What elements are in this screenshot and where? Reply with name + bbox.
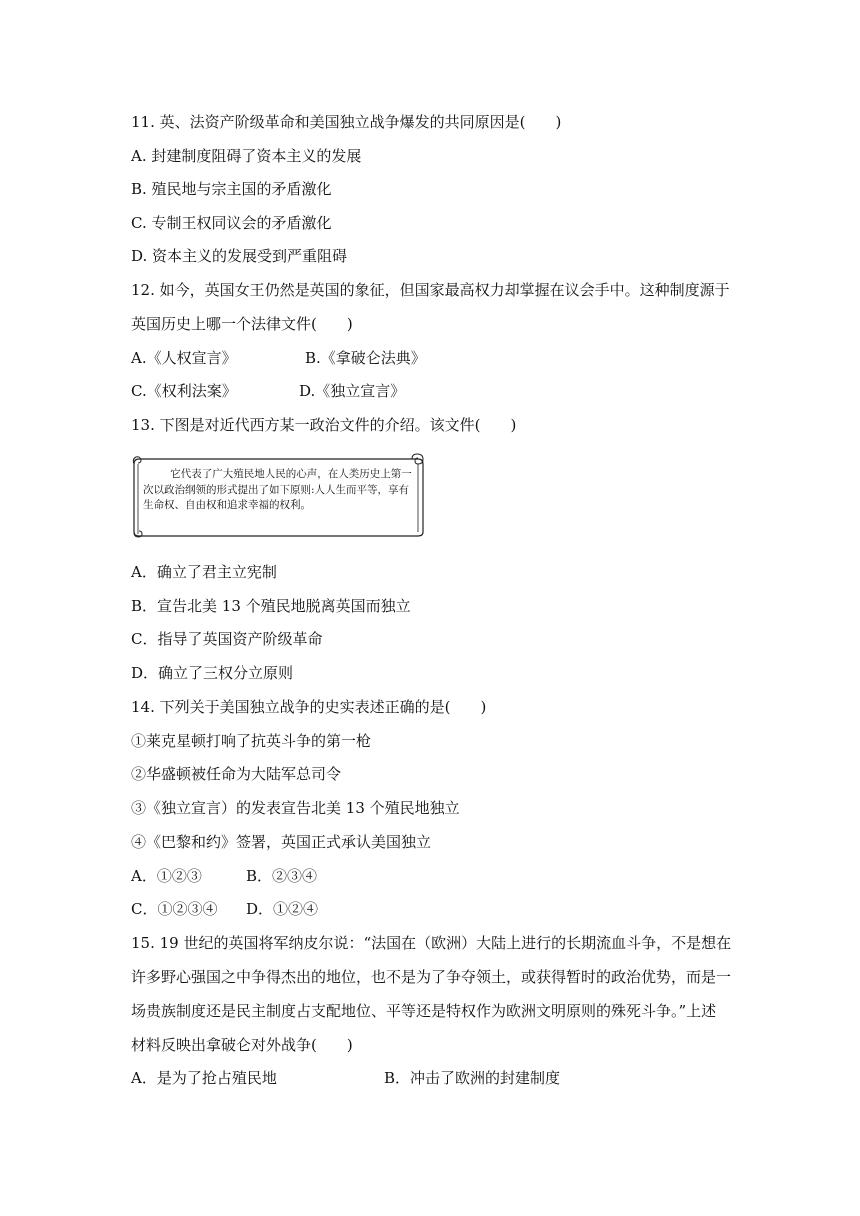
- question-11-option-a: A. 封建制度阻碍了资本主义的发展: [131, 147, 362, 165]
- question-14-item-1: ①莱克星顿打响了抗英斗争的第一枪: [131, 732, 372, 750]
- question-14-option-c: C．①②③④: [131, 900, 218, 918]
- scroll-text: 它代表了广大殖民地人民的心声，在人类历史上第一次以政治纲领的形式提出了如下原则:人人生而平等，享有生命权、自由权和追求幸福的权利。: [143, 468, 412, 511]
- question-14-option-b: B．②③④: [246, 867, 318, 885]
- question-14-option-a: A．①②③: [131, 867, 202, 885]
- question-15-option-b: B．冲击了欧洲的封建制度: [384, 1069, 561, 1087]
- question-13-option-a: A．确立了君主立宪制: [131, 563, 277, 581]
- question-11-option-c: C. 专制王权同议会的矛盾激化: [131, 214, 332, 232]
- question-15-stem-line-2: 许多野心强国之中争得杰出的地位，也不是为了争夺领土，或获得暂时的政治优势，而是一: [131, 968, 732, 986]
- question-13-stem: 13. 下图是对近代西方某一政治文件的介绍。该文件( ): [131, 416, 517, 434]
- question-15-option-a: A．是为了抢占殖民地: [131, 1069, 277, 1087]
- question-14-item-3: ③《独立宣言）的发表宣告北美 13 个殖民地独立: [131, 799, 460, 817]
- question-11-option-d: D. 资本主义的发展受到严重阻碍: [131, 247, 348, 265]
- question-12-option-a: A.《人权宣言》: [131, 349, 237, 367]
- question-14-item-2: ②华盛顿被任命为大陆军总司令: [131, 765, 342, 783]
- question-12-stem-line-2: 英国历史上哪一个法律文件( ): [131, 315, 353, 333]
- question-14-item-4: ④《巴黎和约》签署，英国正式承认美国独立: [131, 833, 432, 851]
- question-13-option-d: D．确立了三权分立原则: [131, 664, 294, 682]
- question-15-stem-line-1: 15. 19 世纪的英国将军纳皮尔说：“法国在（欧洲）大陆上进行的长期流血斗争，不是想在: [131, 934, 732, 952]
- question-13-option-c: C．指导了英国资产阶级革命: [131, 630, 323, 648]
- question-12-option-b: B.《拿破仑法典》: [305, 349, 426, 367]
- question-12-stem-line-1: 12. 如今，英国女王仍然是英国的象征，但国家最高权力却掌握在议会手中。这种制度源于: [131, 281, 730, 299]
- question-13-option-b: B．宣告北美 13 个殖民地脱离英国而独立: [131, 597, 411, 615]
- question-11-option-b: B. 殖民地与宗主国的矛盾激化: [131, 180, 332, 198]
- question-14-stem: 14. 下列关于美国独立战争的史实表述正确的是( ): [131, 698, 487, 716]
- question-11-stem: 11. 英、法资产阶级革命和美国独立战争爆发的共同原因是( ): [131, 113, 562, 131]
- question-12-option-d: D.《独立宣言》: [299, 382, 406, 400]
- question-15-stem-line-4: 材料反映出拿破仑对外战争( ): [131, 1036, 353, 1054]
- question-14-option-d: D．①②④: [246, 900, 319, 918]
- question-15-stem-line-3: 场贵族制度还是民主制度占支配地位、平等还是特权作为欧洲文明原则的殊死斗争。”上述: [131, 1002, 717, 1020]
- document-scroll-figure: [130, 452, 426, 538]
- question-12-option-c: C.《权利法案》: [131, 382, 237, 400]
